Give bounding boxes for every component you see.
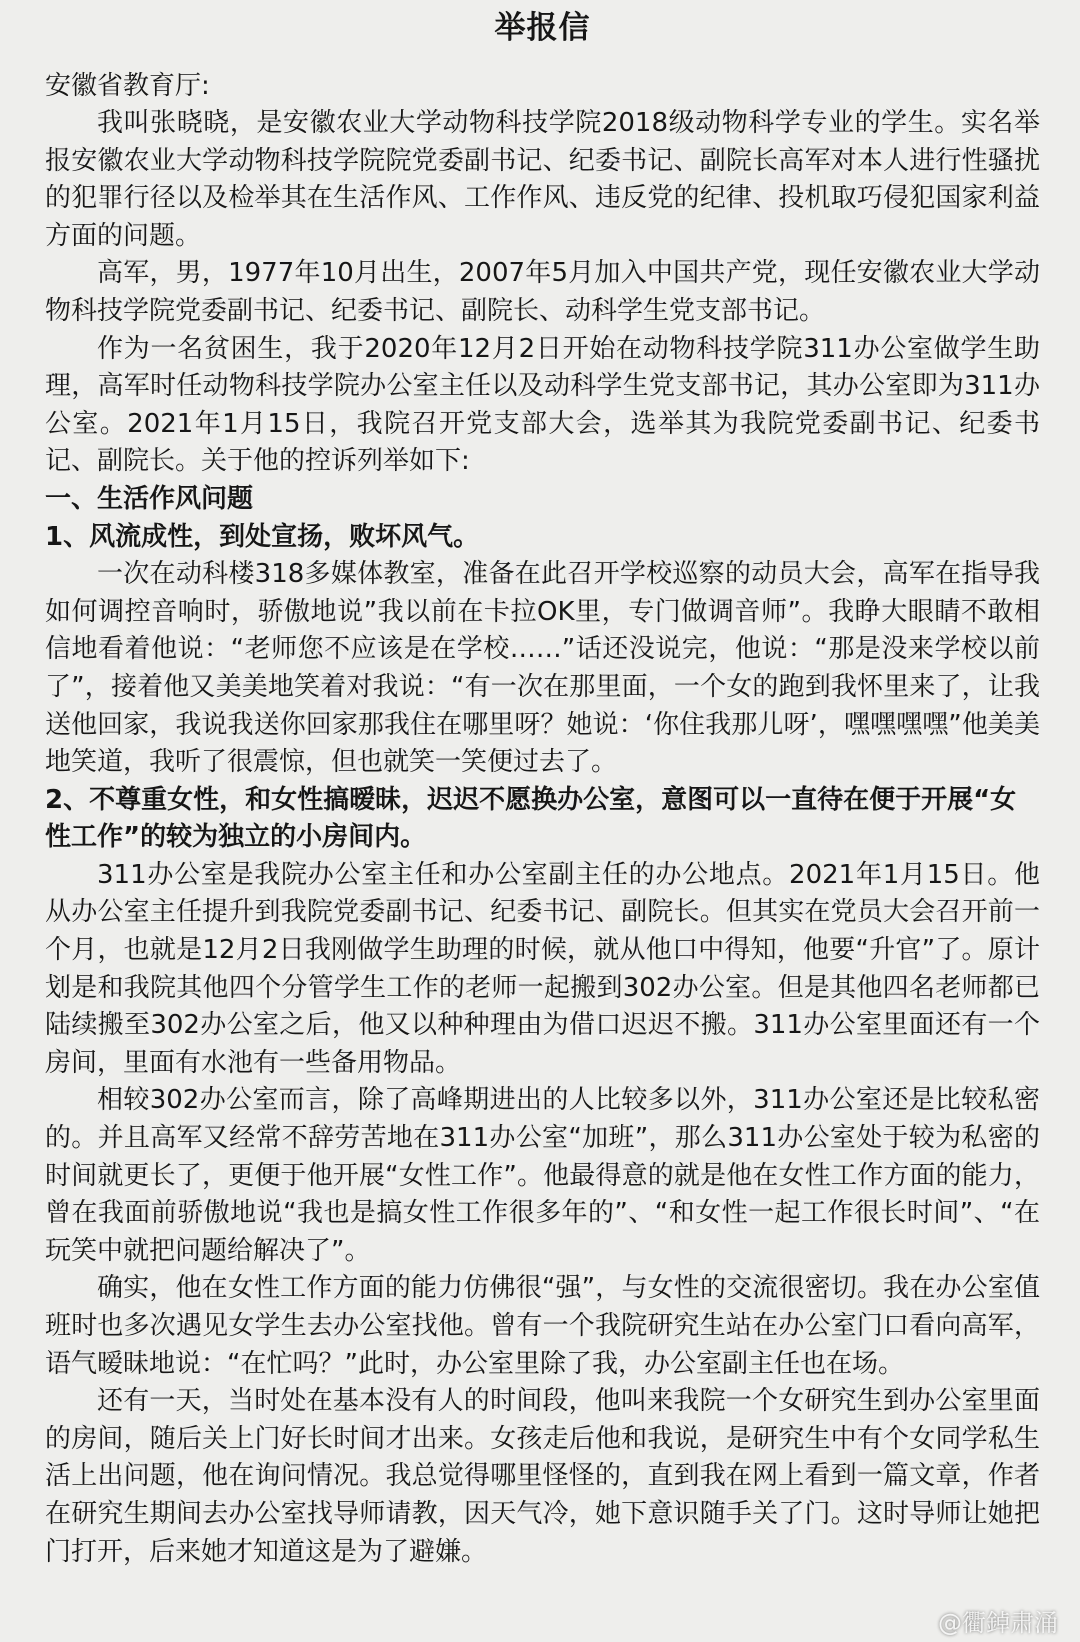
item1-paragraph-1: 一次在动科楼318多媒体教室，准备在此召开学校巡察的动员大会，高军在指导我如何调控音响时，骄傲地说”我以前在卡拉OK里，专门做调音师”。我睁大眼睛不敢相信地看着他说：“老师您不应该是在学校……”话还没说完，他说：“那是没来学校以前了”，接着他又美美地笑着对我说：“有一次在那里面，一个女的跑到我怀里来了，让我送他回家，我说我送你回家那我住在哪里呀？她说：‘你住我那儿呀’，嘿嘿嘿嘿”他美美地笑道，我听了很震惊，但也就笑一笑便过去了。 (45, 559, 1040, 778)
item2-paragraph-2: 相较302办公室而言，除了高峰期进出的人比较多以外，311办公室还是比较私密的。并且高军又经常不辞劳苦地在311办公室“加班”，那么311办公室处于较为私密的时间就更长了，更便于他开展“女性工作”。他最得意的就是他在女性工作方面的能力，曾在我面前骄傲地说“我也是搞女性工作很多年的”、“和女性一起工作很长时间”、“在玩笑中就把问题给解决了”。 (45, 1085, 1040, 1266)
item2-paragraph-3: 确实，他在女性工作方面的能力仿佛很“强”，与女性的交流很密切。我在办公室值班时也多次遇见女学生去办公室找他。曾有一个我院研究生站在办公室门口看向高军，语气暧昧地说：“在忙吗？”此时，办公室里除了我，办公室副主任也在场。 (45, 1273, 1040, 1379)
document-title: 举报信 (494, 10, 591, 46)
item2-paragraph-4: 还有一天，当时处在基本没有人的时间段，他叫来我院一个女研究生到办公室里面的房间，随后关上门好长时间才出来。女孩走后他和我说，是研究生中有个女同学私生活上出问题，他在询问情况。我总觉得哪里怪怪的，直到我在网上看到一篇文章，作者在研究生期间去办公室找导师请教，因天气冷，她下意识随手关了门。这时导师让她把门打开，后来她才知道这是为了避嫌。 (45, 1386, 1040, 1567)
intro-paragraph-3: 作为一名贫困生，我于2020年12月2日开始在动物科技学院311办公室做学生助理，高军时任动物科技学院办公室主任以及动科学生党支部书记，其办公室即为311办公室。2021年1月15日，我院召开党支部大会，选举其为我院党委副书记、纪委书记、副院长。关于他的控诉列举如下: (45, 333, 1040, 477)
intro-paragraph-2: 高军，男，1977年10月出生，2007年5月加入中国共产党，现任安徽农业大学动物科技学院党委副书记、纪委书记、副院长、动科学生党支部书记。 (45, 258, 1040, 326)
salutation: 安徽省教育厅: (45, 71, 210, 101)
section-heading-lifestyle: 一、生活作风问题 (45, 483, 254, 514)
intro-paragraph-1: 我叫张晓晓，是安徽农业大学动物科技学院2018级动物科学专业的学生。实名举报安徽农业大学动物科技学院院党委副书记、纪委书记、副院长高军对本人进行性骚扰的犯罪行径以及检举其在生活作风、工作作风、违反党的纪律、投机取巧侵犯国家利益方面的问题。 (45, 108, 1040, 251)
watermark: @衢鋽肃涌 (938, 1609, 1058, 1637)
item-heading-1: 1、风流成性，到处宣扬，败坏风气。 (45, 521, 480, 552)
item-heading-2: 2、不尊重女性，和女性搞暧昧，迟迟不愿换办公室，意图可以一直待在便于开展“女性工作”的较为独立的小房间内。 (45, 784, 1017, 853)
item2-paragraph-1: 311办公室是我院办公室主任和办公室副主任的办公地点。2021年1月15日。他从办公室主任提升到我院党委副书记、纪委书记、副院长。但其实在党员大会召开前一个月，也就是12月2日我刚做学生助理的时候，就从他口中得知，他要“升官”了。原计划是和我院其他四个分管学生工作的老师一起搬到302办公室。但是其他四名老师都已陆续搬至302办公室之后，他又以种种理由为借口迟迟不搬。311办公室里面还有一个房间，里面有水池有一些备用物品。 (45, 859, 1040, 1078)
